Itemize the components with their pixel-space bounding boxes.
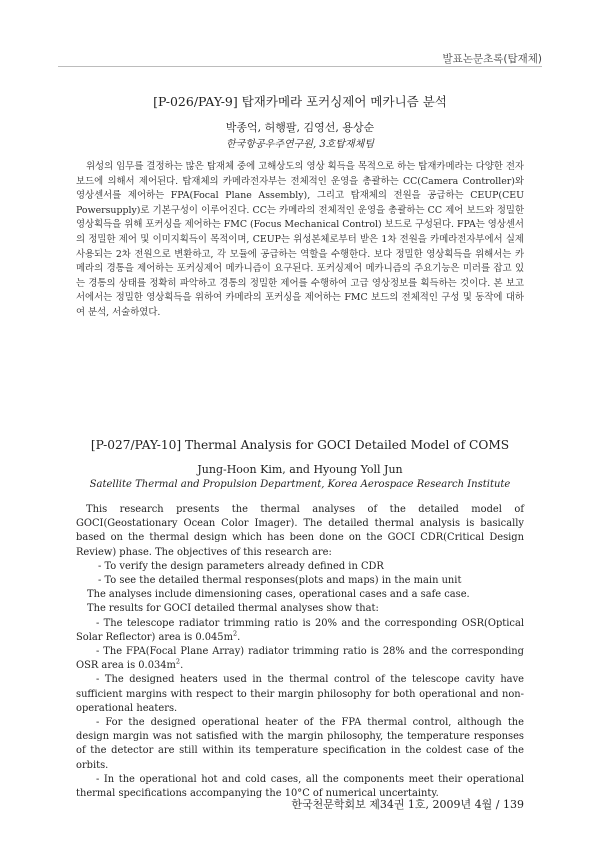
result2-superscript: 2 <box>175 657 181 666</box>
result2-text: - The FPA(Focal Plane Array) radiator trimming ratio is 28% and the corresponding OSR area is 0.034m <box>76 646 524 672</box>
paper1-title: [P-026/PAY-9] 탑재카메라 포커싱제어 메카니즘 분석 <box>153 94 447 109</box>
paper2-analyses-line: The analyses include dimensioning cases, operational cases and a safe case. <box>87 589 470 601</box>
header-divider <box>58 66 542 67</box>
section-header-label: 발표논문초록(탑재체) <box>442 53 542 65</box>
result-item <box>76 617 524 645</box>
result-item: - For the designed operational heater of the FPA thermal control, although the design margin was not satisfied with the margin philosophy, the temperature responses of the detector are still within its temperature specification in the coldest case of the orbits. <box>76 717 524 771</box>
paper1-abstract-text: 위성의 임무를 결정하는 많은 탑재체 중에 고해상도의 영상 획득을 목적으로 하는 탑재카메라는 다양한 전자보드에 의해서 제어된다. 탑재체의 카메라전자부는 전체적인 운영을 총괄하는 CC(Camera Controller)와 영상센서를 제어하는 FPA(Focal Plane Assembly), 그리고 탑재체의 전원을 공급하는 CEUP(CEU Powersupply)로 기본구성이 이루어진다. CC는 카메라의 전체적인 운영을 총괄하는 CC 제어 보드와 정밀한 영상획득을 위해 포커싱을 제어하는 FMC (Focus Mechanical Control) 보드로 구성된다. FPA는 영상센서의 정밀한 제어 및 이미지획득이 목적이며, CEUP는 위성본체로부터 받은 1차 전원을 카메라전자부에서 실제 사용되는 2차 전원으로 변환하고, 각 모듈에 공급하는 역할을 수행한다. 보다 정밀한 영상획득을 위해서는 카메라의 경통을 제어하는 포커싱제어 메카니즘이 요구된다. 포커싱제어 메카니즘의 주요기능은 미러를 잡고 있는 경통의 상태를 정확히 파악하고 경통의 정밀한 제어를 수행하여 고급 영상정보를 획득하는 것이다. 본 보고서에서는 정밀한 영상획득을 위하여 카메라의 포커싱을 제어하는 FMC 보드의 전체적인 구성 및 동작에 대하여 분석, 서술하였다. <box>76 161 524 318</box>
result-item: - In the operational hot and cold cases, all the components meet their operational thermal specifications accompanying the 10°C of numerical uncertainty. <box>76 773 524 800</box>
result2-end: . <box>180 660 184 672</box>
result-item <box>76 645 524 673</box>
paper2-intro: This research presents the thermal analyses of the detailed model of GOCI(Geostationary Ocean Color Imager). The detailed thermal analysis is basically based on the thermal design which has been done on the GOCI CDR(Critical Design Review) phase. The objectives of this research are: <box>76 504 524 558</box>
result1-superscript: 2 <box>232 629 238 638</box>
paper1-affiliation: 한국항공우주연구원, 3호탑재체팀 <box>226 139 374 150</box>
paper2-abstract <box>76 503 524 801</box>
paper1-abstract <box>76 160 524 321</box>
objective-item: - To see the detailed thermal responses(plots and maps) in the main unit <box>98 575 462 587</box>
paper2-authors: Jung-Hoon Kim, and Hyoung Yoll Jun <box>197 463 403 476</box>
result1-end: . <box>237 631 241 643</box>
result-item: - The designed heaters used in the thermal control of the telescope cavity have sufficient margins with respect to their margin philosophy for both operational and non-operational heaters. <box>76 674 524 714</box>
objective-item: - To verify the design parameters already defined in CDR <box>98 560 384 572</box>
result1-text: - The telescope radiator trimming ratio is 20% and the corresponding OSR(Optical Solar Reflector) area is 0.045m <box>76 617 524 643</box>
paper1-authors: 박종억, 허행팔, 김영선, 용상순 <box>225 121 375 134</box>
page-footer-citation: 한국천문학회보 제34권 1호, 2009년 4월 / 139 <box>291 798 524 811</box>
paper2-affiliation: Satellite Thermal and Propulsion Department, Korea Aerospace Research Institute <box>89 479 511 490</box>
paper2-title: [P-027/PAY-10] Thermal Analysis for GOCI Detailed Model of COMS <box>90 438 510 452</box>
paper2-results-intro: The results for GOCI detailed thermal analyses show that: <box>87 603 379 615</box>
